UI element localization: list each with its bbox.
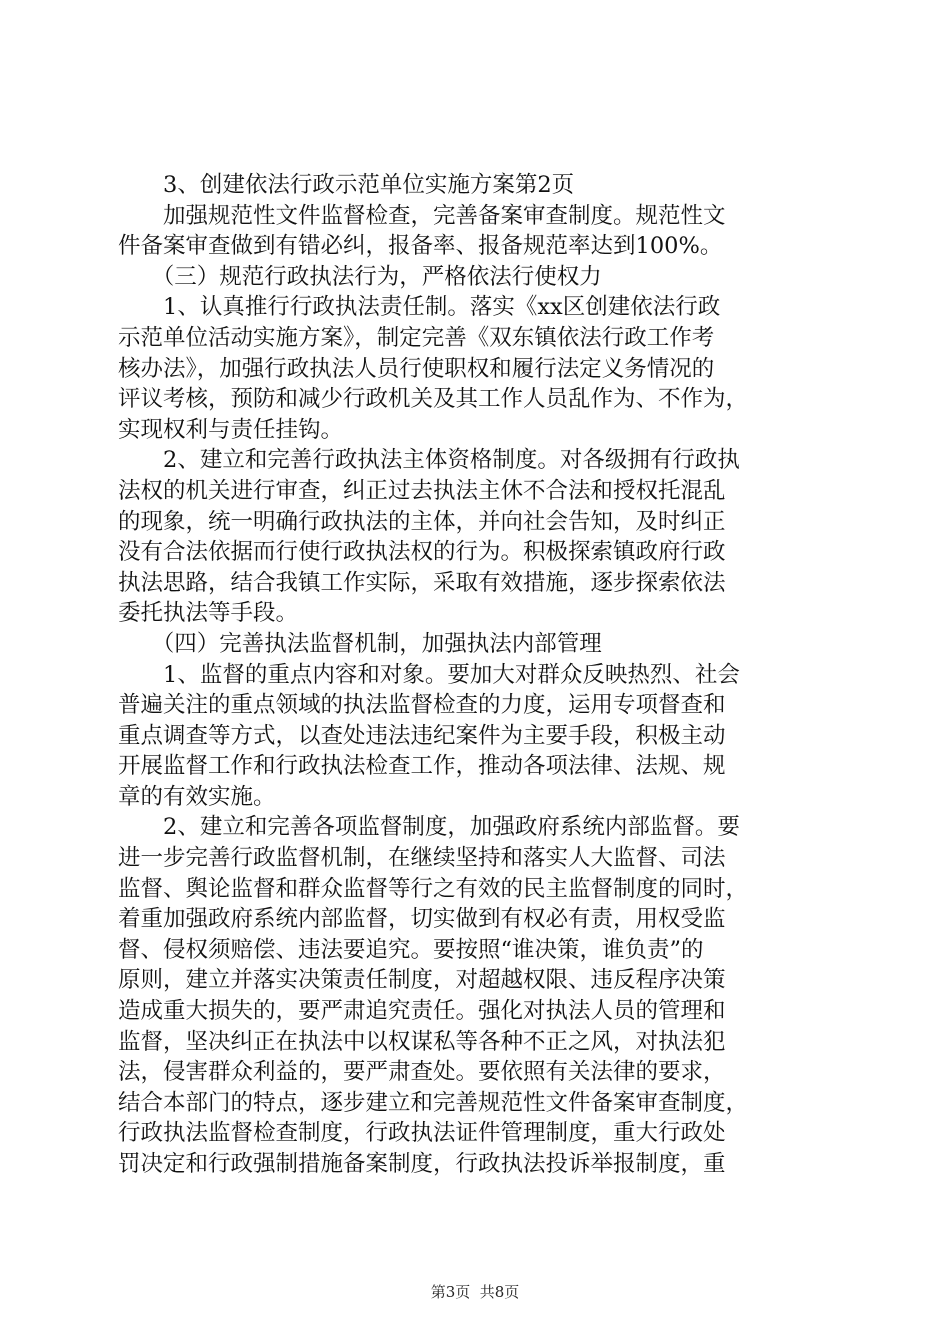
text-line: 示范单位活动实施方案》，制定完善《双东镇依法行政工作考 [118, 324, 715, 351]
text-line: 普遍关注的重点领域的执法监督检查的力度，运用专项督查和 [118, 692, 726, 719]
text-line: 3、创建依法行政示范单位实施方案第2页 [118, 172, 575, 198]
text-line: 着重加强政府系统内部监督，切实做到有权必有责，用权受监 [118, 906, 726, 933]
text-line: 进一步完善行政监督机制，在继续坚持和落实人大监督、司法 [118, 845, 726, 872]
text-line: 的现象，统一明确行政执法的主体，并向社会告知，及时纠正 [118, 508, 726, 535]
text-line: 法，侵害群众利益的，要严肃查处。要依照有关法律的要求， [118, 1059, 726, 1086]
text-line: 加强规范性文件监督检查，完善备案审查制度。规范性文 [118, 202, 726, 229]
text-line: 行政执法监督检查制度，行政执法证件管理制度，重大行政处 [118, 1120, 726, 1147]
text-line: 开展监督工作和行政执法检查工作，推动各项法律、法规、规 [118, 753, 726, 780]
text-line: 2、建立和完善各项监督制度，加强政府系统内部监督。要 [118, 814, 740, 841]
text-line: 监督、舆论监督和群众监督等行之有效的民主监督制度的同时， [118, 875, 749, 902]
text-line: 监督，坚决纠正在执法中以权谋私等各种不正之风，对执法犯 [118, 1028, 726, 1055]
page-footer: 第3页 共8页 [430, 1283, 520, 1301]
text-line: 执法思路，结合我镇工作实际，采取有效措施，逐步探索依法 [118, 569, 726, 596]
text-line: 督、侵权须赔偿、违法要追究。要按照“谁决策，谁负责”的 [118, 936, 704, 963]
text-line: 委托执法等手段。 [118, 600, 299, 627]
document-body [118, 170, 834, 1180]
text-line: 评议考核，预防和减少行政机关及其工作人员乱作为、不作为， [118, 386, 749, 413]
text-line: 罚决定和行政强制措施备案制度，行政执法投诉举报制度，重 [118, 1151, 726, 1177]
text-line: 重点调查等方式，以查处违法违纪案件为主要手段，积极主动 [118, 722, 726, 749]
text-line: （四）完善执法监督机制，加强执法内部管理 [118, 630, 602, 657]
text-line: 实现权利与责任挂钩。 [118, 416, 344, 443]
text-line: 核办法》，加强行政执法人员行使职权和履行法定义务情况的 [118, 355, 715, 382]
text-line: 没有合法依据而行使行政执法权的行为。积极探索镇政府行政 [118, 539, 726, 566]
text-line: （三）规范行政执法行为，严格依法行使权力 [118, 263, 602, 290]
text-line: 件备案审查做到有错必纠，报备率、报备规范率达到100%。 [118, 233, 723, 260]
text-line: 1、认真推行行政执法责任制。落实《xx区创建依法行政 [118, 294, 721, 321]
text-line: 造成重大损失的，要严肃追究责任。强化对执法人员的管理和 [118, 998, 726, 1025]
text-line: 法权的机关进行审查，纠正过去执法主休不合法和授权托混乱 [118, 477, 726, 504]
text-line: 结合本部门的特点，逐步建立和完善规范性文件备案审查制度， [118, 1089, 749, 1116]
text-line: 2、建立和完善行政执法主体资格制度。对各级拥有行政执 [118, 447, 740, 474]
text-line: 章的有效实施。 [118, 783, 276, 810]
text-line: 原则，建立并落实决策责任制度，对超越权限、违反程序决策 [118, 967, 726, 994]
text-line: 1、监督的重点内容和对象。要加大对群众反映热烈、社会 [118, 661, 740, 688]
